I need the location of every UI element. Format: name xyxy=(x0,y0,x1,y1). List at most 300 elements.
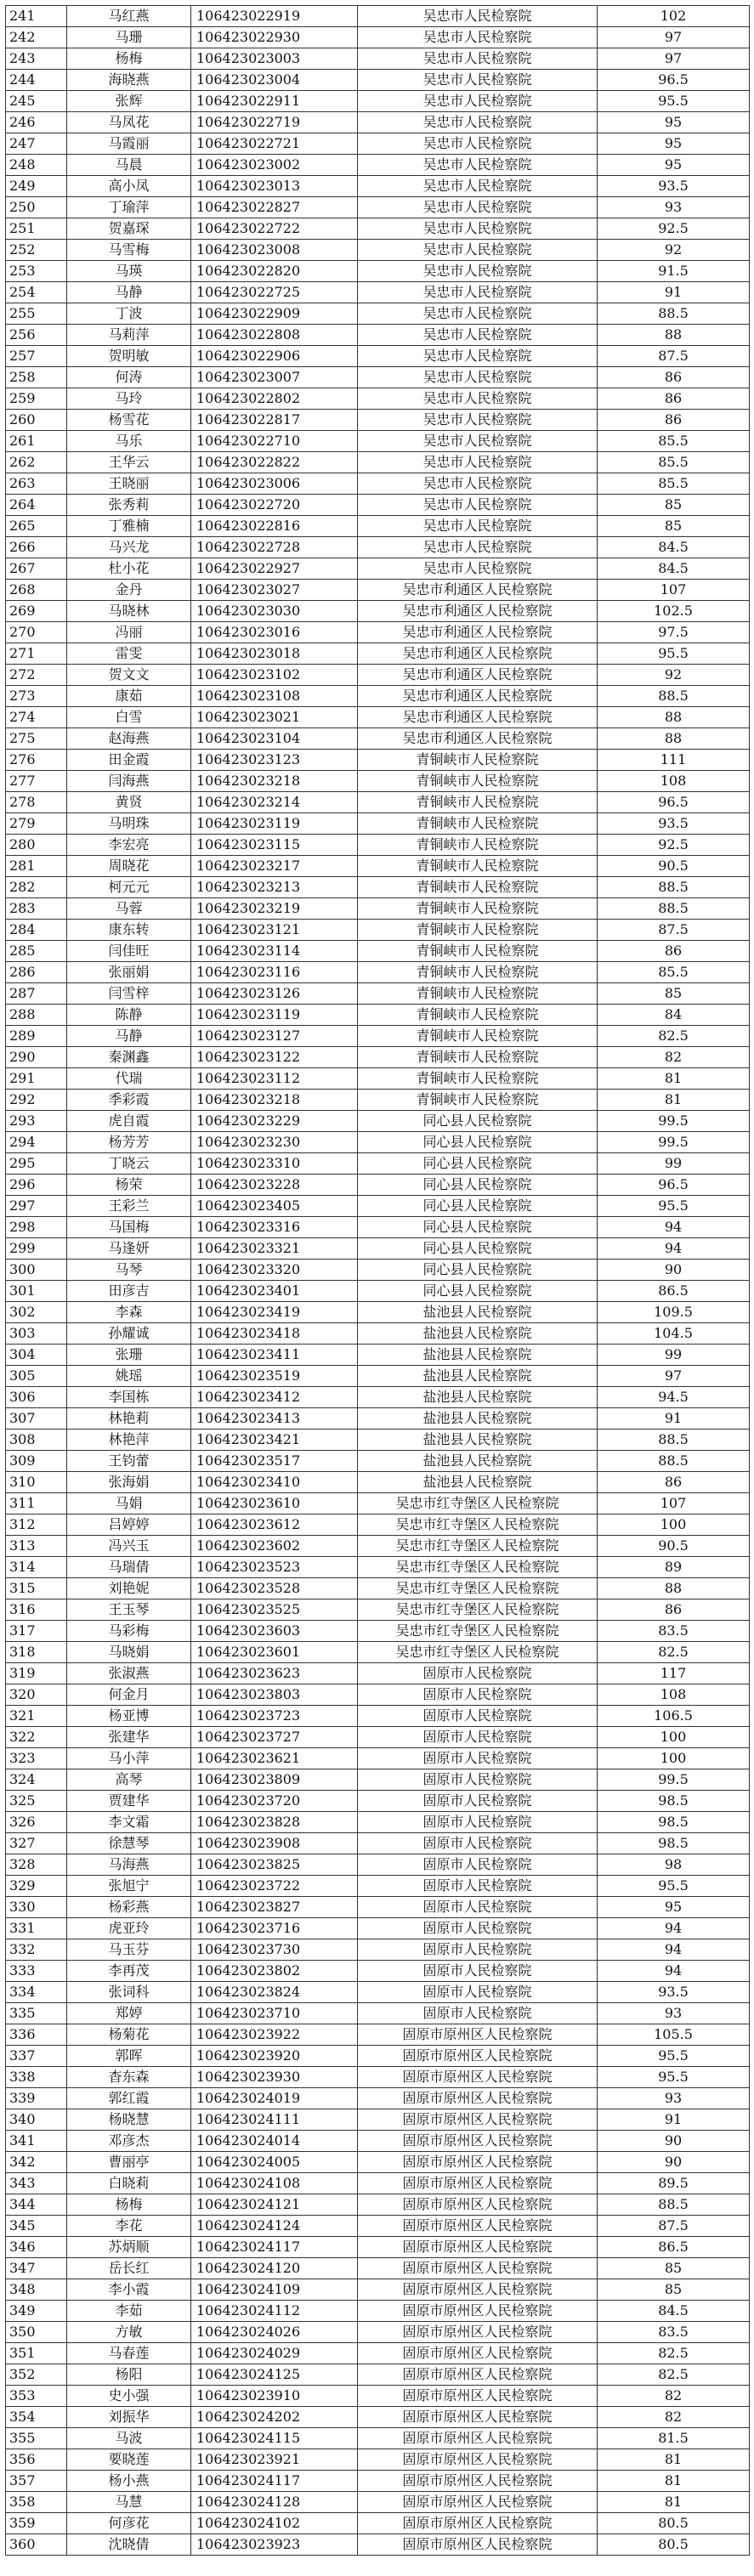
candidate-name-cell: 林艳莉 xyxy=(67,1408,191,1430)
exam-number-cell: 106423023013 xyxy=(191,176,358,197)
exam-number-cell: 106423023218 xyxy=(191,1090,358,1111)
candidate-name-cell: 丁波 xyxy=(67,303,191,325)
score-cell: 96.5 xyxy=(598,792,750,813)
row-number-cell: 277 xyxy=(6,771,67,792)
score-cell: 89 xyxy=(598,1557,750,1578)
exam-number-cell: 106423022725 xyxy=(191,282,358,303)
exam-number-cell: 106423024115 xyxy=(191,2428,358,2449)
candidate-name-cell: 田金霞 xyxy=(67,750,191,771)
row-number-cell: 241 xyxy=(6,6,67,27)
row-number-cell: 354 xyxy=(6,2407,67,2428)
row-number-cell: 273 xyxy=(6,686,67,707)
candidate-name-cell: 张建华 xyxy=(67,1727,191,1748)
score-cell: 86.5 xyxy=(598,2237,750,2258)
candidate-name-cell: 陈静 xyxy=(67,1005,191,1026)
table-row xyxy=(6,1366,750,1387)
row-number-cell: 312 xyxy=(6,1514,67,1536)
table-row xyxy=(6,346,750,367)
candidate-name-cell: 李再茂 xyxy=(67,1961,191,1982)
employer-cell: 同心县人民检察院 xyxy=(358,1111,598,1132)
exam-number-cell: 106423023122 xyxy=(191,1047,358,1068)
employer-cell: 青铜峡市人民检察院 xyxy=(358,1005,598,1026)
score-cell: 85.5 xyxy=(598,431,750,452)
row-number-cell: 350 xyxy=(6,2322,67,2343)
candidate-name-cell: 杨彩燕 xyxy=(67,1897,191,1918)
candidate-name-cell: 冯丽 xyxy=(67,622,191,643)
score-cell: 107 xyxy=(598,580,750,601)
row-number-cell: 274 xyxy=(6,707,67,728)
table-row xyxy=(6,2322,750,2343)
candidate-name-cell: 张旭宁 xyxy=(67,1876,191,1897)
exam-number-cell: 106423024111 xyxy=(191,2109,358,2131)
row-number-cell: 271 xyxy=(6,643,67,665)
score-cell: 82 xyxy=(598,2407,750,2428)
table-row xyxy=(6,856,750,877)
score-cell: 94 xyxy=(598,1238,750,1260)
score-cell: 108 xyxy=(598,771,750,792)
score-cell: 95 xyxy=(598,112,750,133)
score-cell: 102 xyxy=(598,6,750,27)
table-row xyxy=(6,792,750,813)
candidate-name-cell: 李小霞 xyxy=(67,2279,191,2301)
score-cell: 93.5 xyxy=(598,176,750,197)
table-row xyxy=(6,176,750,197)
row-number-cell: 345 xyxy=(6,2216,67,2237)
employer-cell: 固原市人民检察院 xyxy=(358,1918,598,1939)
employer-cell: 固原市原州区人民检察院 xyxy=(358,2237,598,2258)
score-cell: 100 xyxy=(598,1748,750,1769)
table-row xyxy=(6,2088,750,2109)
employer-cell: 固原市原州区人民检察院 xyxy=(358,2449,598,2471)
employer-cell: 吴忠市利通区人民检察院 xyxy=(358,601,598,622)
candidate-name-cell: 杳东森 xyxy=(67,2067,191,2088)
table-row xyxy=(6,112,750,133)
employer-cell: 吴忠市人民检察院 xyxy=(358,537,598,558)
candidate-name-cell: 王彩兰 xyxy=(67,1196,191,1217)
exam-number-cell: 106423023230 xyxy=(191,1132,358,1153)
score-cell: 88 xyxy=(598,728,750,750)
row-number-cell: 300 xyxy=(6,1260,67,1281)
score-cell: 85 xyxy=(598,516,750,537)
candidate-name-cell: 田彦吉 xyxy=(67,1281,191,1302)
employer-cell: 吴忠市人民检察院 xyxy=(358,325,598,346)
exam-number-cell: 106423023018 xyxy=(191,643,358,665)
exam-number-cell: 106423023219 xyxy=(191,898,358,920)
table-row xyxy=(6,1323,750,1345)
score-cell: 105.5 xyxy=(598,2024,750,2046)
exam-number-cell: 106423023115 xyxy=(191,835,358,856)
row-number-cell: 348 xyxy=(6,2279,67,2301)
exam-number-cell: 106423024125 xyxy=(191,2364,358,2386)
score-cell: 102.5 xyxy=(598,601,750,622)
row-number-cell: 275 xyxy=(6,728,67,750)
employer-cell: 固原市原州区人民检察院 xyxy=(358,2067,598,2088)
candidate-name-cell: 曹丽亭 xyxy=(67,2152,191,2173)
table-row xyxy=(6,91,750,112)
score-cell: 91.5 xyxy=(598,261,750,282)
candidate-name-cell: 马红燕 xyxy=(67,6,191,27)
candidate-name-cell: 海晓燕 xyxy=(67,70,191,91)
table-row xyxy=(6,835,750,856)
candidate-name-cell: 黄贤 xyxy=(67,792,191,813)
score-cell: 95 xyxy=(598,133,750,155)
table-row xyxy=(6,558,750,580)
table-row xyxy=(6,2407,750,2428)
employer-cell: 吴忠市人民检察院 xyxy=(358,495,598,516)
exam-number-cell: 106423024124 xyxy=(191,2216,358,2237)
row-number-cell: 252 xyxy=(6,240,67,261)
table-row xyxy=(6,2428,750,2449)
table-row xyxy=(6,1345,750,1366)
exam-number-cell: 106423023229 xyxy=(191,1111,358,1132)
score-cell: 86.5 xyxy=(598,1281,750,1302)
score-cell: 81 xyxy=(598,1090,750,1111)
candidate-name-cell: 杨晓慧 xyxy=(67,2109,191,2131)
exam-number-cell: 106423024005 xyxy=(191,2152,358,2173)
exam-number-cell: 106423023920 xyxy=(191,2046,358,2067)
table-row xyxy=(6,1557,750,1578)
table-row xyxy=(6,771,750,792)
employer-cell: 吴忠市红寺堡区人民检察院 xyxy=(358,1493,598,1514)
exam-number-cell: 106423023116 xyxy=(191,962,358,983)
candidate-name-cell: 丁晓云 xyxy=(67,1153,191,1175)
employer-cell: 盐池县人民检察院 xyxy=(358,1366,598,1387)
table-row xyxy=(6,601,750,622)
table-row xyxy=(6,877,750,898)
exam-number-cell: 106423023004 xyxy=(191,70,358,91)
score-cell: 84 xyxy=(598,1005,750,1026)
candidate-name-cell: 季彩霞 xyxy=(67,1090,191,1111)
score-cell: 88.5 xyxy=(598,1430,750,1451)
exam-number-cell: 106423023922 xyxy=(191,2024,358,2046)
row-number-cell: 317 xyxy=(6,1621,67,1642)
row-number-cell: 266 xyxy=(6,537,67,558)
employer-cell: 固原市人民检察院 xyxy=(358,1982,598,2003)
employer-cell: 固原市原州区人民检察院 xyxy=(358,2343,598,2364)
table-row xyxy=(6,2003,750,2024)
employer-cell: 吴忠市人民检察院 xyxy=(358,197,598,218)
score-cell: 90 xyxy=(598,1260,750,1281)
exam-number-cell: 106423023827 xyxy=(191,1897,358,1918)
employer-cell: 吴忠市人民检察院 xyxy=(358,367,598,388)
row-number-cell: 321 xyxy=(6,1706,67,1727)
table-row xyxy=(6,2386,750,2407)
score-cell: 85 xyxy=(598,2279,750,2301)
row-number-cell: 286 xyxy=(6,962,67,983)
employer-cell: 固原市原州区人民检察院 xyxy=(358,2046,598,2067)
exam-number-cell: 106423024117 xyxy=(191,2237,358,2258)
score-cell: 95 xyxy=(598,1897,750,1918)
row-number-cell: 358 xyxy=(6,2492,67,2513)
row-number-cell: 258 xyxy=(6,367,67,388)
row-number-cell: 276 xyxy=(6,750,67,771)
row-number-cell: 334 xyxy=(6,1982,67,2003)
score-cell: 85 xyxy=(598,2258,750,2279)
candidate-name-cell: 马春莲 xyxy=(67,2343,191,2364)
candidate-name-cell: 要晓莲 xyxy=(67,2449,191,2471)
row-number-cell: 324 xyxy=(6,1769,67,1791)
score-cell: 91 xyxy=(598,2109,750,2131)
candidate-name-cell: 贾建华 xyxy=(67,1791,191,1812)
row-number-cell: 340 xyxy=(6,2109,67,2131)
row-number-cell: 349 xyxy=(6,2301,67,2322)
score-cell: 86 xyxy=(598,388,750,410)
score-cell: 92.5 xyxy=(598,218,750,240)
score-cell: 81 xyxy=(598,1068,750,1090)
exam-number-cell: 106423022906 xyxy=(191,346,358,367)
score-cell: 99.5 xyxy=(598,1132,750,1153)
candidate-name-cell: 岳长红 xyxy=(67,2258,191,2279)
exam-number-cell: 106423023007 xyxy=(191,367,358,388)
table-row xyxy=(6,686,750,707)
table-row xyxy=(6,1175,750,1196)
employer-cell: 固原市原州区人民检察院 xyxy=(358,2428,598,2449)
exam-number-cell: 106423023803 xyxy=(191,1684,358,1706)
employer-cell: 盐池县人民检察院 xyxy=(358,1345,598,1366)
exam-number-cell: 106423023802 xyxy=(191,1961,358,1982)
table-row xyxy=(6,2364,750,2386)
exam-number-cell: 106423024120 xyxy=(191,2258,358,2279)
score-cell: 86 xyxy=(598,367,750,388)
table-row xyxy=(6,1961,750,1982)
candidate-name-cell: 马雪梅 xyxy=(67,240,191,261)
candidate-name-cell: 高小凤 xyxy=(67,176,191,197)
exam-number-cell: 106423024202 xyxy=(191,2407,358,2428)
table-row xyxy=(6,920,750,941)
table-row xyxy=(6,70,750,91)
score-cell: 100 xyxy=(598,1514,750,1536)
table-row xyxy=(6,367,750,388)
candidate-name-cell: 孙耀诚 xyxy=(67,1323,191,1345)
exam-number-cell: 106423024108 xyxy=(191,2173,358,2194)
candidate-name-cell: 马蓉 xyxy=(67,898,191,920)
row-number-cell: 306 xyxy=(6,1387,67,1408)
score-cell: 82.5 xyxy=(598,1642,750,1663)
exam-number-cell: 106423024102 xyxy=(191,2513,358,2534)
exam-number-cell: 106423022802 xyxy=(191,388,358,410)
table-row xyxy=(6,1706,750,1727)
score-cell: 85.5 xyxy=(598,473,750,495)
row-number-cell: 339 xyxy=(6,2088,67,2109)
table-row xyxy=(6,48,750,70)
candidate-name-cell: 马莉萍 xyxy=(67,325,191,346)
exam-number-cell: 106423023030 xyxy=(191,601,358,622)
score-cell: 94 xyxy=(598,1217,750,1238)
exam-number-cell: 106423022911 xyxy=(191,91,358,112)
exam-number-cell: 106423023412 xyxy=(191,1387,358,1408)
row-number-cell: 282 xyxy=(6,877,67,898)
row-number-cell: 288 xyxy=(6,1005,67,1026)
row-number-cell: 357 xyxy=(6,2471,67,2492)
table-row xyxy=(6,1302,750,1323)
candidate-name-cell: 马静 xyxy=(67,1026,191,1047)
exam-number-cell: 106423023102 xyxy=(191,665,358,686)
employer-cell: 吴忠市红寺堡区人民检察院 xyxy=(358,1557,598,1578)
score-cell: 88 xyxy=(598,1578,750,1599)
row-number-cell: 322 xyxy=(6,1727,67,1748)
employer-cell: 固原市人民检察院 xyxy=(358,1833,598,1854)
row-number-cell: 279 xyxy=(6,813,67,835)
candidate-name-cell: 马珊 xyxy=(67,27,191,48)
candidate-name-cell: 雷雯 xyxy=(67,643,191,665)
candidate-name-cell: 马晓林 xyxy=(67,601,191,622)
table-row xyxy=(6,2258,750,2279)
score-cell: 98.5 xyxy=(598,1812,750,1833)
score-cell: 85 xyxy=(598,983,750,1005)
employer-cell: 青铜峡市人民检察院 xyxy=(358,877,598,898)
score-cell: 93 xyxy=(598,2088,750,2109)
exam-number-cell: 106423023405 xyxy=(191,1196,358,1217)
table-row xyxy=(6,1769,750,1791)
table-row xyxy=(6,2279,750,2301)
row-number-cell: 296 xyxy=(6,1175,67,1196)
candidate-name-cell: 贺嘉琛 xyxy=(67,218,191,240)
table-row xyxy=(6,6,750,27)
exam-number-cell: 106423023603 xyxy=(191,1621,358,1642)
row-number-cell: 270 xyxy=(6,622,67,643)
candidate-name-cell: 丁瑜萍 xyxy=(67,197,191,218)
candidate-name-cell: 金丹 xyxy=(67,580,191,601)
score-cell: 99 xyxy=(598,1345,750,1366)
row-number-cell: 329 xyxy=(6,1876,67,1897)
table-row xyxy=(6,643,750,665)
employer-cell: 固原市原州区人民检察院 xyxy=(358,2513,598,2534)
table-row xyxy=(6,261,750,282)
table-row xyxy=(6,410,750,431)
row-number-cell: 311 xyxy=(6,1493,67,1514)
employer-cell: 固原市人民检察院 xyxy=(358,1854,598,1876)
employer-cell: 同心县人民检察院 xyxy=(358,1281,598,1302)
score-cell: 94 xyxy=(598,1918,750,1939)
employer-cell: 盐池县人民检察院 xyxy=(358,1323,598,1345)
score-cell: 92.5 xyxy=(598,835,750,856)
score-cell: 97 xyxy=(598,27,750,48)
candidate-name-cell: 闫佳旺 xyxy=(67,941,191,962)
score-cell: 81 xyxy=(598,2471,750,2492)
employer-cell: 吴忠市利通区人民检察院 xyxy=(358,707,598,728)
row-number-cell: 295 xyxy=(6,1153,67,1175)
table-row xyxy=(6,1536,750,1557)
exam-number-cell: 106423023601 xyxy=(191,1642,358,1663)
candidate-name-cell: 白晓莉 xyxy=(67,2173,191,2194)
score-cell: 97 xyxy=(598,48,750,70)
exam-number-cell: 106423023119 xyxy=(191,813,358,835)
employer-cell: 吴忠市利通区人民检察院 xyxy=(358,643,598,665)
candidate-name-cell: 丁雅楠 xyxy=(67,516,191,537)
table-row xyxy=(6,2173,750,2194)
exam-number-cell: 106423023809 xyxy=(191,1769,358,1791)
score-cell: 87.5 xyxy=(598,2216,750,2237)
table-row xyxy=(6,1642,750,1663)
exam-number-cell: 106423024026 xyxy=(191,2322,358,2343)
candidate-name-cell: 赵海燕 xyxy=(67,728,191,750)
table-row xyxy=(6,1854,750,1876)
employer-cell: 吴忠市人民检察院 xyxy=(358,473,598,495)
exam-number-cell: 106423024029 xyxy=(191,2343,358,2364)
employer-cell: 青铜峡市人民检察院 xyxy=(358,983,598,1005)
row-number-cell: 351 xyxy=(6,2343,67,2364)
employer-cell: 固原市原州区人民检察院 xyxy=(358,2088,598,2109)
employer-cell: 吴忠市人民检察院 xyxy=(358,261,598,282)
row-number-cell: 325 xyxy=(6,1791,67,1812)
score-cell: 117 xyxy=(598,1663,750,1684)
candidate-name-cell: 康东转 xyxy=(67,920,191,941)
employer-cell: 青铜峡市人民检察院 xyxy=(358,792,598,813)
table-row xyxy=(6,1260,750,1281)
candidate-name-cell: 马玲 xyxy=(67,388,191,410)
candidate-name-cell: 沈晓倩 xyxy=(67,2534,191,2556)
exam-number-cell: 106423023921 xyxy=(191,2449,358,2471)
score-cell: 97.5 xyxy=(598,622,750,643)
employer-cell: 固原市人民检察院 xyxy=(358,1897,598,1918)
table-row xyxy=(6,1090,750,1111)
employer-cell: 青铜峡市人民检察院 xyxy=(358,962,598,983)
row-number-cell: 303 xyxy=(6,1323,67,1345)
table-row xyxy=(6,2109,750,2131)
candidate-name-cell: 杨阳 xyxy=(67,2364,191,2386)
exam-number-cell: 106423023027 xyxy=(191,580,358,601)
table-row xyxy=(6,1599,750,1621)
row-number-cell: 335 xyxy=(6,2003,67,2024)
table-row xyxy=(6,941,750,962)
row-number-cell: 346 xyxy=(6,2237,67,2258)
exam-number-cell: 106423023104 xyxy=(191,728,358,750)
row-number-cell: 293 xyxy=(6,1111,67,1132)
row-number-cell: 283 xyxy=(6,898,67,920)
row-number-cell: 265 xyxy=(6,516,67,537)
candidate-name-cell: 马国梅 xyxy=(67,1217,191,1238)
candidate-name-cell: 马霞丽 xyxy=(67,133,191,155)
candidate-name-cell: 马海燕 xyxy=(67,1854,191,1876)
employer-cell: 吴忠市人民检察院 xyxy=(358,218,598,240)
exam-number-cell: 106423022820 xyxy=(191,261,358,282)
employer-cell: 吴忠市人民检察院 xyxy=(358,240,598,261)
exam-number-cell: 106423023828 xyxy=(191,1812,358,1833)
row-number-cell: 254 xyxy=(6,282,67,303)
table-row xyxy=(6,2194,750,2216)
table-row xyxy=(6,898,750,920)
row-number-cell: 256 xyxy=(6,325,67,346)
candidate-name-cell: 何涛 xyxy=(67,367,191,388)
score-cell: 100 xyxy=(598,1727,750,1748)
employer-cell: 固原市原州区人民检察院 xyxy=(358,2216,598,2237)
table-row xyxy=(6,1833,750,1854)
score-cell: 93.5 xyxy=(598,1982,750,2003)
employer-cell: 青铜峡市人民检察院 xyxy=(358,1090,598,1111)
employer-cell: 青铜峡市人民检察院 xyxy=(358,1068,598,1090)
score-cell: 90 xyxy=(598,2131,750,2152)
exam-number-cell: 106423023727 xyxy=(191,1727,358,1748)
row-number-cell: 337 xyxy=(6,2046,67,2067)
table-row xyxy=(6,2046,750,2067)
exam-number-cell: 106423023006 xyxy=(191,473,358,495)
table-row xyxy=(6,665,750,686)
exam-number-cell: 106423024112 xyxy=(191,2301,358,2322)
employer-cell: 同心县人民检察院 xyxy=(358,1132,598,1153)
score-cell: 94 xyxy=(598,1961,750,1982)
employer-cell: 固原市原州区人民检察院 xyxy=(358,2301,598,2322)
table-row xyxy=(6,1238,750,1260)
row-number-cell: 355 xyxy=(6,2428,67,2449)
score-cell: 94 xyxy=(598,1939,750,1961)
exam-number-cell: 106423023716 xyxy=(191,1918,358,1939)
score-cell: 87.5 xyxy=(598,346,750,367)
score-cell: 92 xyxy=(598,665,750,686)
table-row xyxy=(6,2024,750,2046)
employer-cell: 同心县人民检察院 xyxy=(358,1260,598,1281)
row-number-cell: 299 xyxy=(6,1238,67,1260)
row-number-cell: 331 xyxy=(6,1918,67,1939)
